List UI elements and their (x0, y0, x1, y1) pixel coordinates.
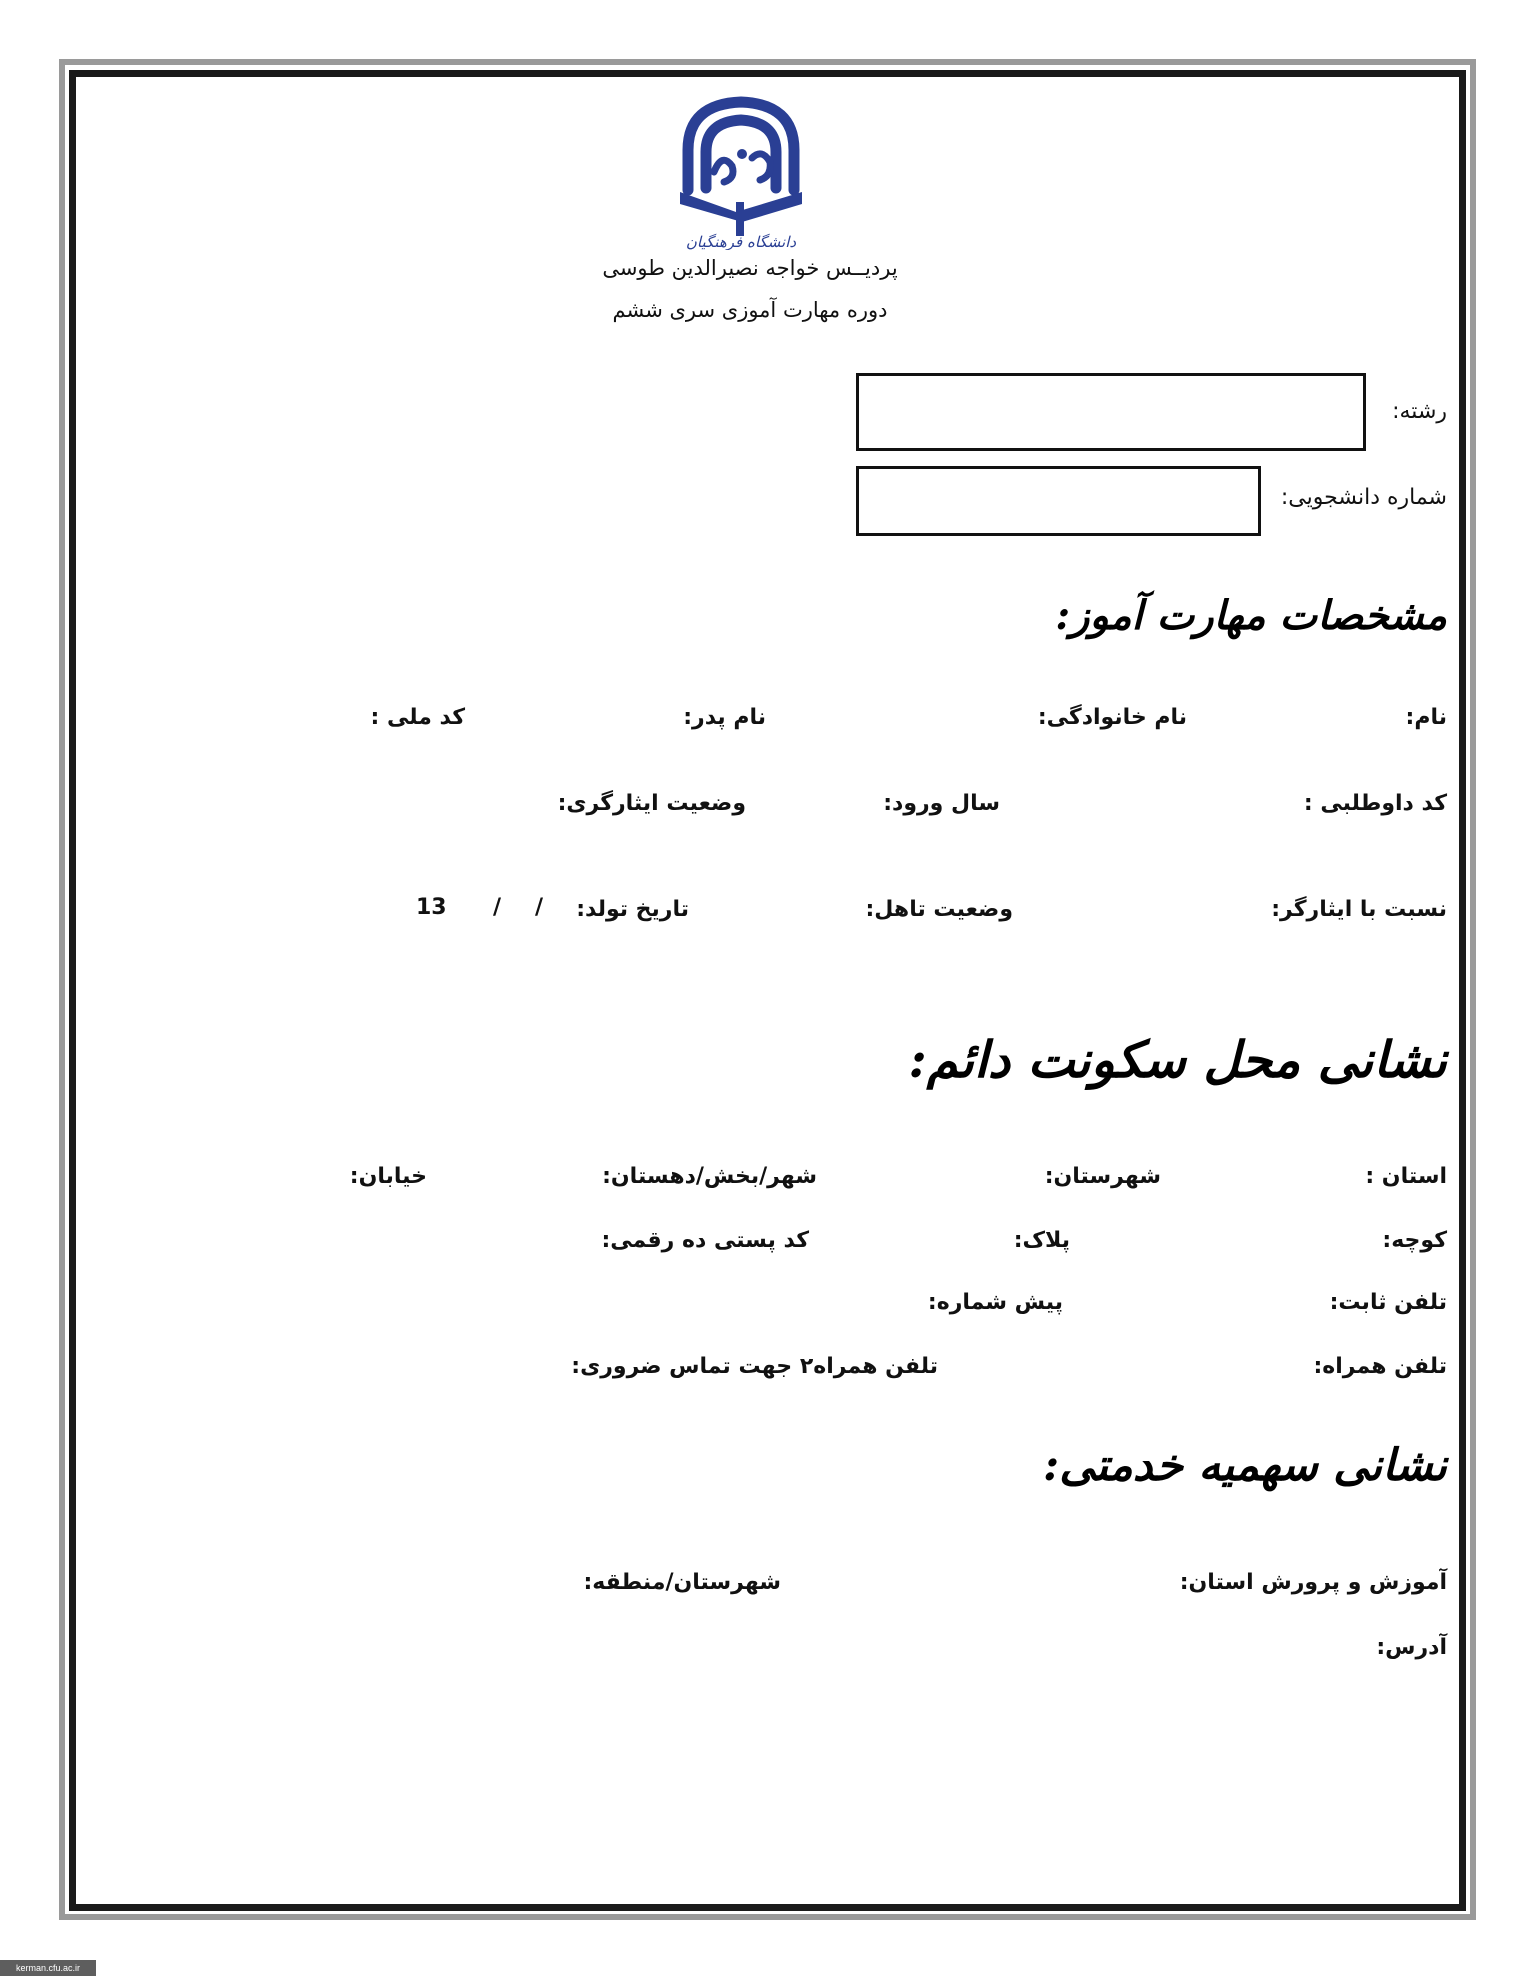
province-label: استان : (1365, 1164, 1447, 1189)
birth-year-prefix: 13 (416, 895, 447, 920)
service-section-title: نشانی سهمیه خدمتی: (1043, 1440, 1447, 1491)
region-label: شهرستان/منطقه: (583, 1570, 781, 1595)
page-border-inner (69, 70, 1466, 1911)
name-label: نام: (1405, 705, 1447, 730)
family-name-label: نام خانوادگی: (1037, 705, 1187, 730)
campus-title: پردیــس خواجه نصیرالدین طوسی (602, 256, 898, 280)
father-name-label: نام پدر: (683, 705, 766, 730)
county-label: شهرستان: (1044, 1164, 1161, 1189)
address-label: آدرس: (1376, 1635, 1447, 1660)
university-logo (676, 92, 806, 250)
applicant-code-label: کد داوطلبی : (1303, 791, 1447, 816)
birth-date-slash-2: / (493, 895, 502, 920)
veteran-status-label: وضعیت ایثارگری: (557, 791, 746, 816)
city-label: شهر/بخش/دهستان: (602, 1164, 817, 1189)
area-code-label: پیش شماره: (927, 1290, 1063, 1315)
postal-code-label: کد پستی ده رقمی: (601, 1228, 809, 1253)
course-title: دوره مهارت آموزی سری ششم (612, 298, 888, 322)
field-label: رشته: (1392, 399, 1447, 424)
marital-status-label: وضعیت تاهل: (865, 897, 1013, 922)
birth-date-label: تاریخ تولد: (576, 897, 689, 922)
street-label: خیابان: (349, 1164, 427, 1189)
mobile-label: تلفن همراه: (1313, 1354, 1447, 1379)
plaque-label: پلاک: (1013, 1228, 1070, 1253)
landline-label: تلفن ثابت: (1329, 1290, 1447, 1315)
national-code-label: کد ملی : (370, 705, 465, 730)
student-number-input[interactable] (856, 466, 1261, 536)
birth-date-slash-1: / (535, 895, 544, 920)
entry-year-label: سال ورود: (883, 791, 1000, 816)
trainee-section-title: مشخصات مهارت آموز: (1055, 592, 1447, 639)
mobile2-label: تلفن همراه۲ جهت تماس ضروری: (571, 1354, 938, 1379)
education-province-label: آموزش و پرورش استان: (1179, 1570, 1447, 1595)
veteran-relation-label: نسبت با ایثارگر: (1271, 897, 1447, 922)
residence-section-title: نشانی محل سکونت دائم: (908, 1030, 1447, 1089)
source-watermark: kerman.cfu.ac.ir (0, 1960, 96, 1976)
logo-caption: دانشگاه فرهنگیان (685, 233, 797, 250)
student-number-label: شماره دانشجویی: (1280, 485, 1447, 510)
alley-label: کوچه: (1382, 1228, 1447, 1253)
field-input[interactable] (856, 373, 1366, 451)
